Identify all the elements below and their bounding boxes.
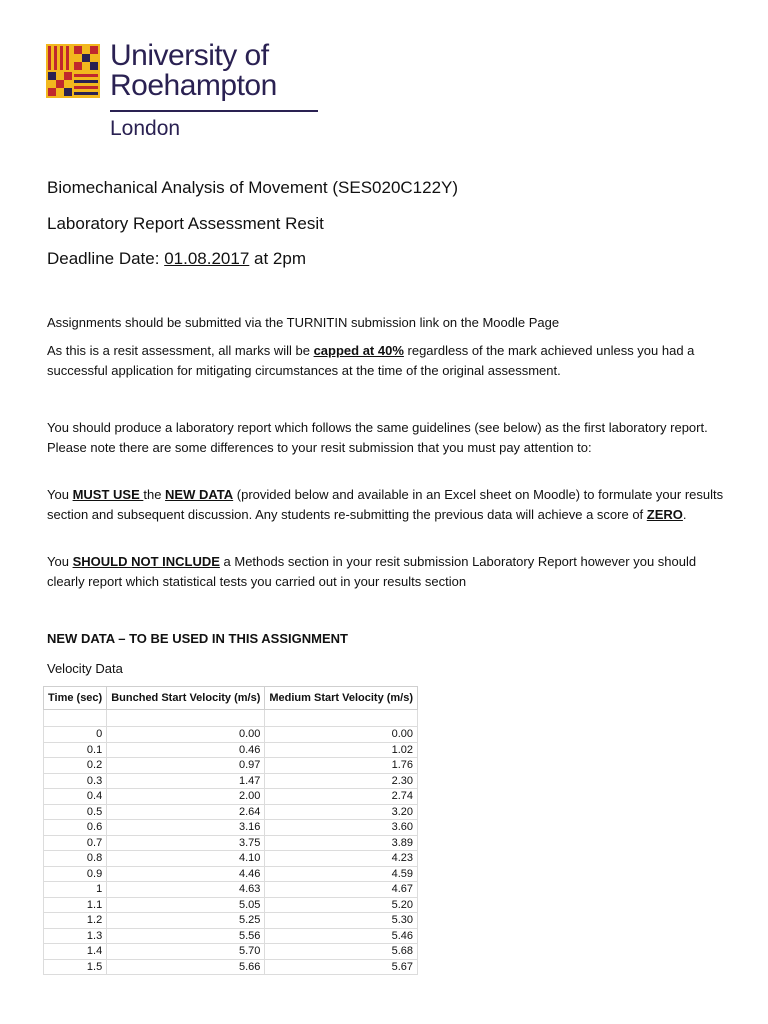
resit-cap-paragraph	[47, 341, 727, 380]
cell-medium: 3.89	[265, 835, 418, 851]
table-row	[44, 773, 418, 789]
p4-text-a: You	[47, 487, 73, 502]
must-use-emphasis: MUST USE	[72, 487, 144, 502]
capped-emphasis: capped at 40%	[313, 343, 404, 358]
new-data-emphasis: NEW DATA	[165, 487, 234, 502]
cell-time: 1.1	[44, 897, 107, 913]
p5-text-c: a Methods section in your resit submission Laboratory Report however you should clearly report which statistical tests you carried out in your results section	[47, 554, 697, 589]
crest-icon	[46, 44, 100, 98]
cell-bunched: 4.63	[107, 882, 265, 898]
university-logo	[46, 40, 326, 145]
cell-bunched: 0.97	[107, 758, 265, 774]
cell-bunched: 0.46	[107, 742, 265, 758]
logo-divider	[110, 110, 318, 112]
cell-bunched: 3.75	[107, 835, 265, 851]
deadline-date: 01.08.2017	[164, 249, 250, 268]
cell-bunched: 5.66	[107, 959, 265, 975]
cell-time: 1.5	[44, 959, 107, 975]
cell-bunched: 5.56	[107, 928, 265, 944]
table-row	[44, 851, 418, 867]
table-row	[44, 928, 418, 944]
cell-time: 0.1	[44, 742, 107, 758]
cell-medium: 3.20	[265, 804, 418, 820]
deadline-suffix: at 2pm	[249, 249, 306, 268]
header-bunched: Bunched Start Velocity (m/s)	[107, 687, 265, 710]
deadline-heading	[47, 249, 306, 269]
cell-medium: 5.46	[265, 928, 418, 944]
cell-bunched: 2.64	[107, 804, 265, 820]
table-row	[44, 944, 418, 960]
cell-bunched: 3.16	[107, 820, 265, 836]
cell-medium: 4.59	[265, 866, 418, 882]
deadline-prefix: Deadline Date:	[47, 249, 165, 268]
logo-line-3: London	[110, 117, 181, 140]
cell-medium: 5.67	[265, 959, 418, 975]
table-row	[44, 820, 418, 836]
p5-text-a: You	[47, 554, 73, 569]
cell-medium: 0.00	[265, 727, 418, 743]
cell-time: 0.2	[44, 758, 107, 774]
table-row	[44, 882, 418, 898]
section-title: NEW DATA – TO BE USED IN THIS ASSIGNMENT	[47, 631, 348, 646]
table-spacer-row	[44, 710, 418, 727]
cell-bunched: 4.10	[107, 851, 265, 867]
p2-text-c: regardless of the mark achieved unless you had a successful application for mitigating circumstances at the time of the original assessment.	[47, 343, 695, 378]
guidelines-paragraph: You should produce a laboratory report which follows the same guidelines (see below) as the first laboratory report. Please note there are some differences to your resit submission that you must pay attention to:	[47, 420, 708, 455]
cell-time: 0.7	[44, 835, 107, 851]
table-row	[44, 835, 418, 851]
header-medium: Medium Start Velocity (m/s)	[265, 687, 418, 710]
cell-medium: 4.23	[265, 851, 418, 867]
table-row	[44, 804, 418, 820]
table-row	[44, 758, 418, 774]
report-title: Laboratory Report Assessment Resit	[47, 214, 324, 233]
table-row	[44, 897, 418, 913]
table-row	[44, 866, 418, 882]
table-row	[44, 742, 418, 758]
table-row	[44, 913, 418, 929]
cell-bunched: 1.47	[107, 773, 265, 789]
cell-medium: 1.02	[265, 742, 418, 758]
submission-paragraph: Assignments should be submitted via the TURNITIN submission link on the Moodle Page	[47, 315, 560, 330]
section-subtitle: Velocity Data	[47, 661, 123, 676]
cell-time: 0.9	[44, 866, 107, 882]
course-title: Biomechanical Analysis of Movement (SES020C122Y)	[47, 178, 459, 197]
cell-bunched: 4.46	[107, 866, 265, 882]
cell-medium: 2.30	[265, 773, 418, 789]
table-row	[44, 727, 418, 743]
velocity-table-container	[43, 686, 418, 975]
cell-bunched: 2.00	[107, 789, 265, 805]
methods-paragraph	[47, 552, 727, 591]
cell-medium: 2.74	[265, 789, 418, 805]
cell-time: 1.4	[44, 944, 107, 960]
cell-time: 0.5	[44, 804, 107, 820]
cell-medium: 1.76	[265, 758, 418, 774]
cell-time: 0.4	[44, 789, 107, 805]
p4-text-e: (provided below and available in an Excel sheet on Moodle) to formulate your results section and subsequent discussion. Any students re-submitting the previous data will achieve a score of	[47, 487, 724, 522]
cell-time: 1.2	[44, 913, 107, 929]
cell-medium: 5.20	[265, 897, 418, 913]
cell-time: 0.3	[44, 773, 107, 789]
cell-time: 0.8	[44, 851, 107, 867]
cell-bunched: 0.00	[107, 727, 265, 743]
cell-time: 1	[44, 882, 107, 898]
cell-medium: 5.30	[265, 913, 418, 929]
new-data-paragraph	[47, 485, 727, 524]
p2-text-a: As this is a resit assessment, all marks will be	[47, 343, 314, 358]
table-row	[44, 789, 418, 805]
cell-time: 1.3	[44, 928, 107, 944]
p4-text-c: the	[143, 487, 166, 502]
logo-line-2: Roehampton	[110, 69, 277, 102]
zero-emphasis: ZERO	[646, 506, 683, 522]
table-body	[44, 710, 418, 975]
cell-time: 0.6	[44, 820, 107, 836]
cell-bunched: 5.05	[107, 897, 265, 913]
cell-medium: 4.67	[265, 882, 418, 898]
cell-bunched: 5.70	[107, 944, 265, 960]
velocity-table	[43, 686, 418, 975]
header-time: Time (sec)	[44, 687, 107, 710]
cell-medium: 3.60	[265, 820, 418, 836]
should-not-include-emphasis: SHOULD NOT INCLUDE	[72, 554, 220, 569]
cell-medium: 5.68	[265, 944, 418, 960]
table-header-row	[44, 687, 418, 710]
cell-bunched: 5.25	[107, 913, 265, 929]
table-row	[44, 959, 418, 975]
p4-text-g: .	[682, 506, 687, 522]
logo-line-1: University of	[110, 39, 269, 72]
cell-time: 0	[44, 727, 107, 743]
